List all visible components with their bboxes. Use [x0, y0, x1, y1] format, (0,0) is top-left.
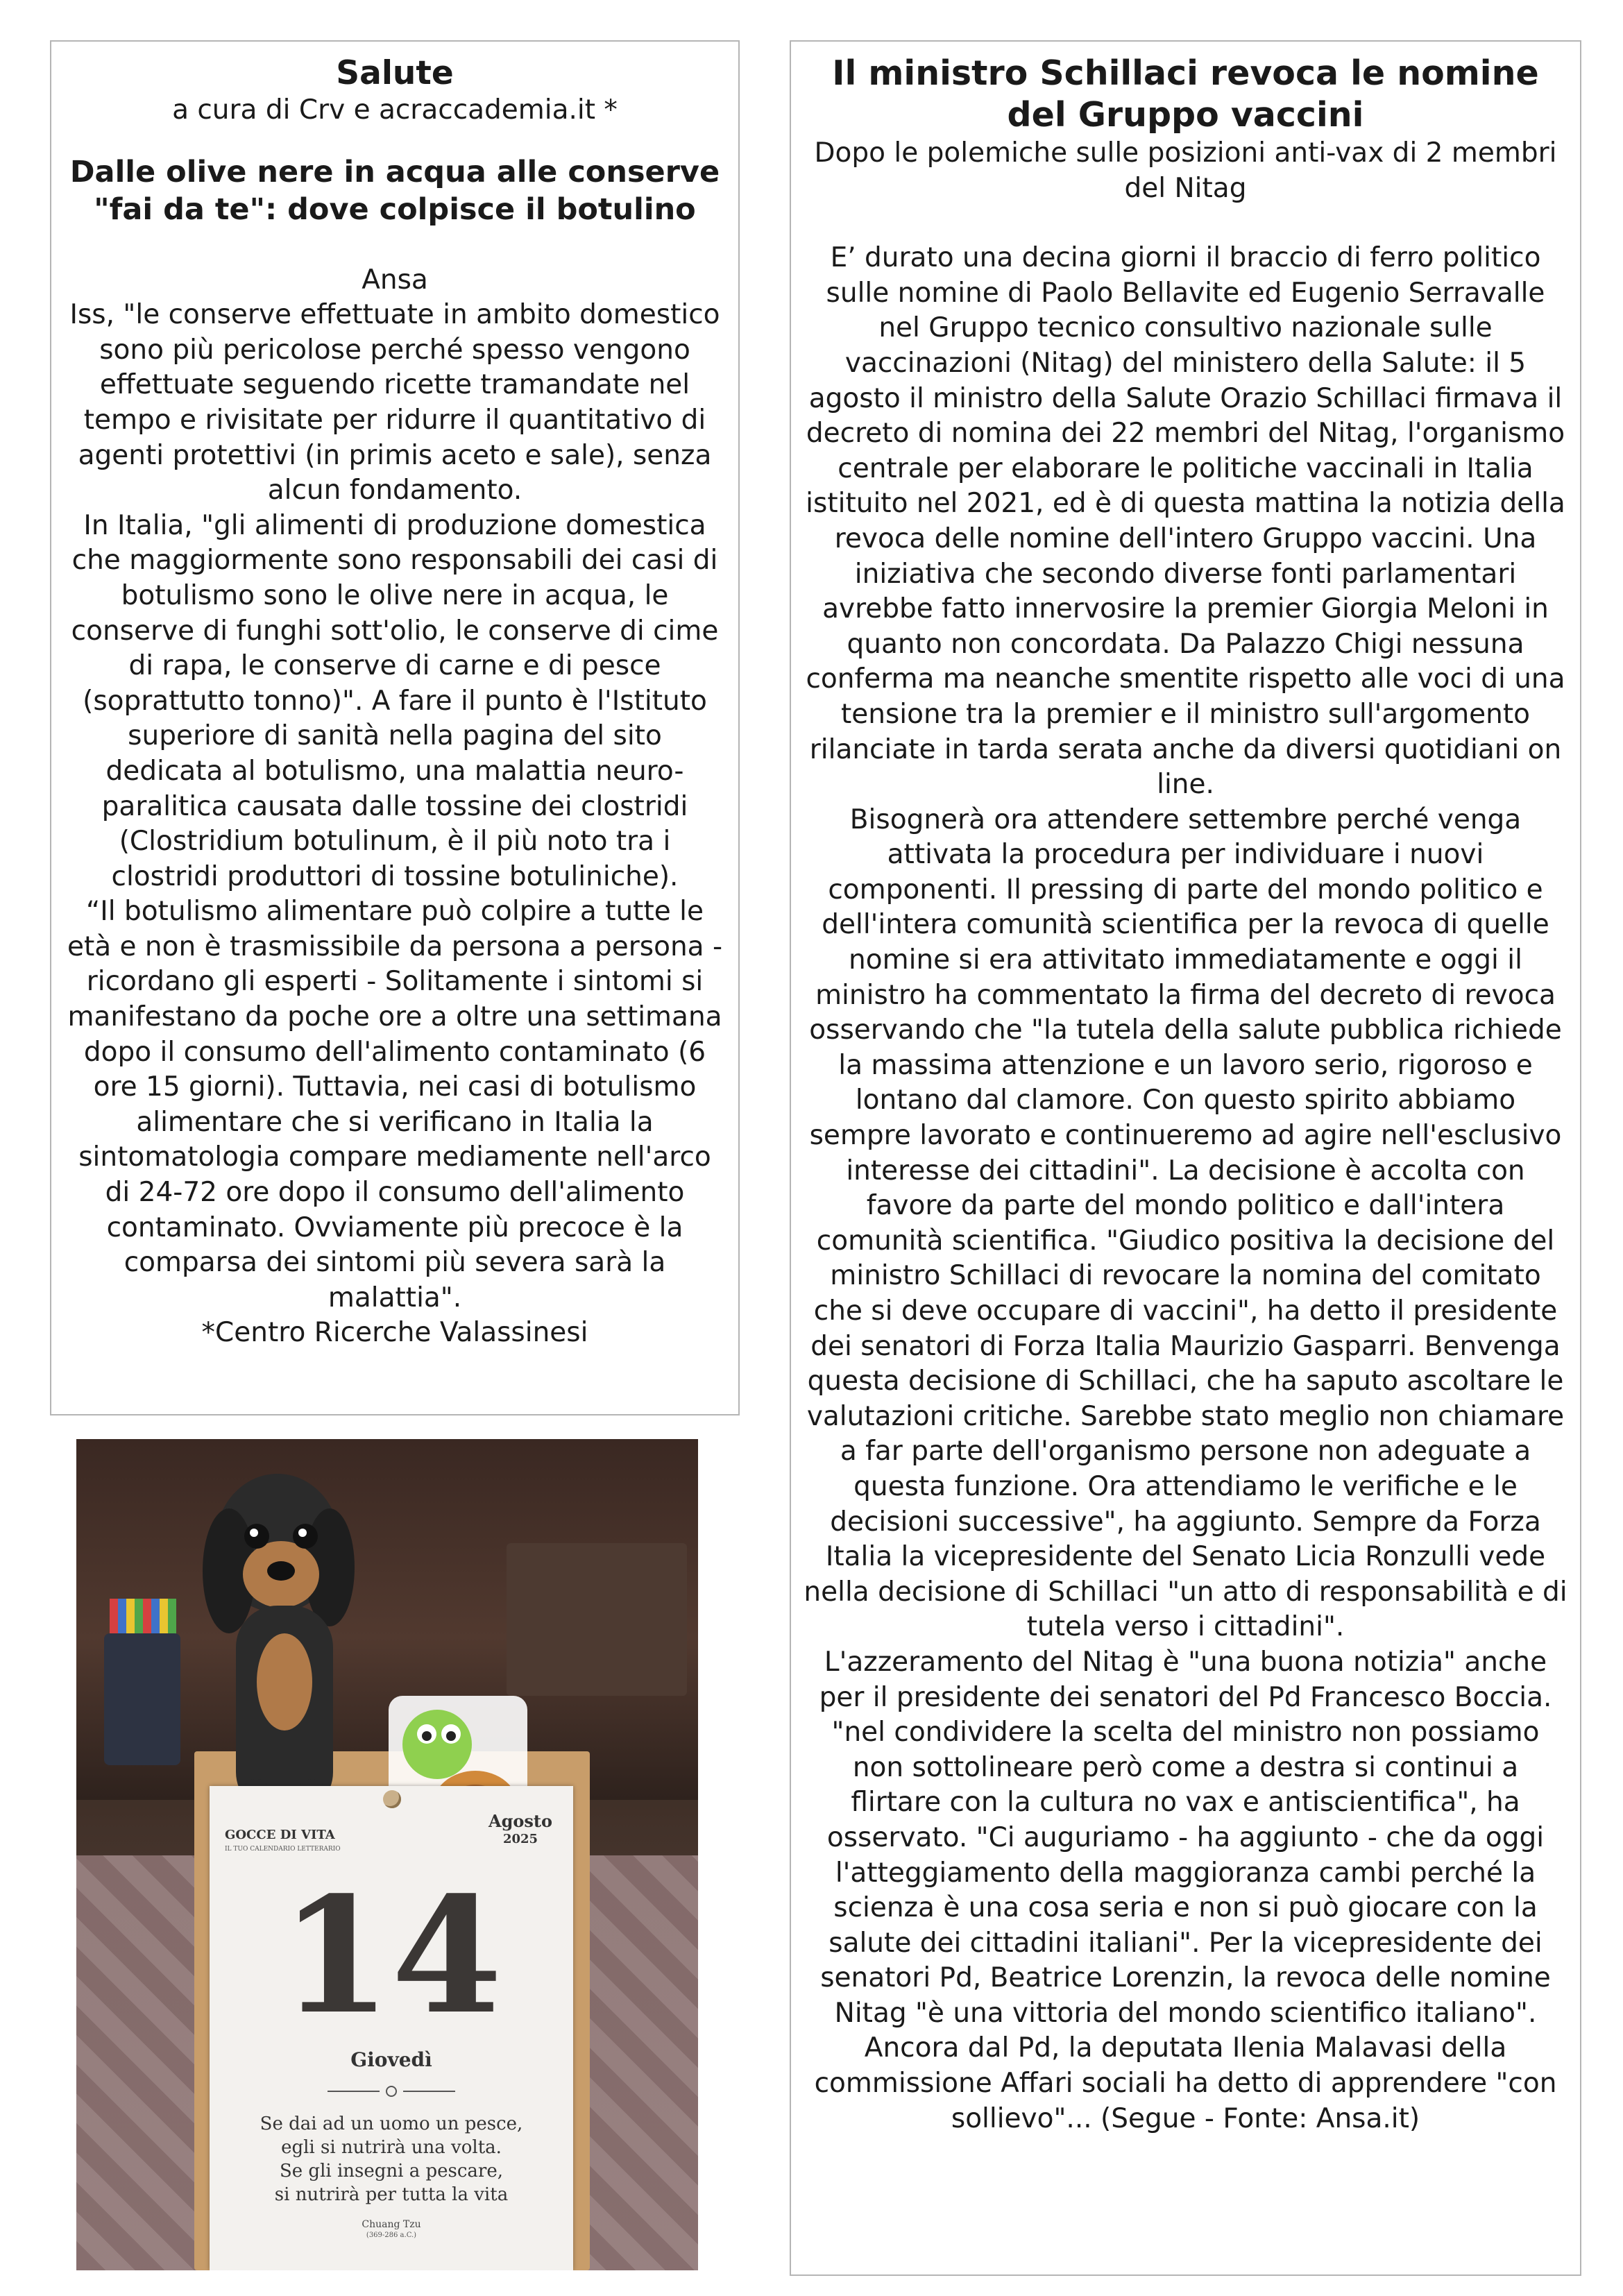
calendar-day-number: 14: [280, 1862, 503, 2050]
article-footnote: *Centro Ricerche Valassinesi: [201, 1317, 588, 1349]
calendar-weekday: Giovedì: [350, 2048, 432, 2071]
article-paragraph: “Il botulismo alimentare può colpire a tutte le età e non è trasmissibile da persona a persona - ricordano gli esperti - Solitamente i sintomi si manifestano da poche ore a oltre una settimana dopo il consumo dell'alimento contaminato (6 ore 15 giorni). Tuttavia, nei casi di botulismo alimentare che si verificano in Italia la sintomatologia compare mediamente nell'arco di 24-72 ore dopo il consumo dell'alimento contaminato. Ovviamente più precoce è la comparsa dei sintomi più severa sarà la malattia".: [67, 896, 723, 1313]
calendar-quote: Se dai ad un uomo un pesce, egli si nutrirà una volta. Se gli insegni a pescare, si nutrirà per tutta la vita: [260, 2114, 523, 2205]
pin: [383, 1790, 401, 1808]
article-paragraph: Bisognerà ora attendere settembre perché venga attivata la procedura per individuare i nuovi componenti. Il pressing di parte del mondo politico e dell'intera comunità scientifica per la revoca di quelle nomine si era attivitato immediatamente e oggi il ministro ha commentato la firma del decreto di revoca osservando che "la tutela della salute pubblica richiede la massima attenzione e un lavoro serio, rigoroso e lontano dal clamore. Con questo spirito abbiamo sempre lavorato e continueremo ad agire nell'esclusivo interesse dei cittadini". La decisione è accolta con favore da parte del mondo politico e dall'intera comunità scientifica. "Giudico positiva la decisione del ministro Schillaci di revocare la nomina del comitato che si deve occupare di vaccini", ha detto il presidente dei senatori di Forza Italia Maurizio Gasparri. Benvenga questa decisione di Schillaci, che ha saputo ascoltare le valutazioni critiche. Sarebbe stato meglio non chiamare a far parte dell'organismo persone non adeguate a questa funzione. Ora attendiamo le verifiche e le decisioni successive", ha aggiunto. Sempre da Forza Italia la vicepresidente del Senato Licia Ronzulli vede nella decisione di Schillaci "un atto di responsabilità e di tutela verso i cittadini".: [804, 803, 1567, 1643]
calendar-month-name: Agosto: [488, 1811, 552, 1831]
background-furniture: [507, 1543, 687, 1696]
calendar-brand-subtitle: IL TUO CALENDARIO LETTERARIO: [225, 1846, 341, 1853]
pen-cup: [104, 1633, 180, 1765]
byline: a cura di Crv e acraccademia.it *: [172, 94, 618, 126]
article-paragraph: E’ durato una decina giorni il braccio di ferro politico sulle nomine di Paolo Bellavite ed Eugenio Serravalle nel Gruppo tecnico consultivo nazionale sulle vaccinazioni (Nitag) del ministero della Salute: il 5 agosto il ministro della Salute Orazio Schillaci firmava il decreto di nomina dei 22 membri del Nitag, l'organismo centrale per elaborare le politiche vaccinali in Italia istituito nel 2021, ed è di questa mattina la notizia della revoca delle nomine dell'intero Gruppo vaccini. Una iniziativa che secondo diverse fonti parlamentari avrebbe fatto innervosire la premier Giorgia Meloni in quanto non concordata. Da Palazzo Chigi nessuna conferma ma neanche smentite rispetto alle voci di una tensione tra la premier e il ministro sull'argomento rilanciate in tarda serata anche da diversi quotidiani on line.: [806, 242, 1565, 801]
daily-calendar: [210, 1786, 573, 2270]
calendar-photo: [76, 1439, 698, 2270]
calendar-month: [488, 1811, 552, 1847]
ornament-divider: [328, 2084, 455, 2098]
article-headline: Dalle olive nere in acqua alle conserve "fai da te": dove colpisce il botulino: [69, 154, 720, 227]
article-paragraph: In Italia, "gli alimenti di produzione domestica che maggiormente sono responsabili dei casi di botulismo sono le olive nere in acqua, le conserve di funghi sott'olio, le conserve di cime di rapa, le conserve di carne e di pesce (soprattutto tonno)". A fare il punto è l'Istituto superiore di sanità nella pagina del sito dedicata al botulismo, una malattia neuro-paralitica causata dalle tossine dei clostridi (Clostridium botulinum, è il più noto tra i clostridi produttori di tossine botuliniche).: [71, 509, 719, 892]
calendar-brand: GOCCE DI VITA: [225, 1828, 335, 1842]
article-source: Ansa: [362, 264, 428, 296]
article-subtitle: Dopo le polemiche sulle posizioni anti-vax di 2 membri del Nitag: [814, 137, 1557, 204]
calendar-year: 2025: [502, 1832, 538, 1846]
article-headline: Il ministro Schillaci revoca le nomine del Gruppo vaccini: [832, 53, 1539, 135]
calendar-quote-author: Chuang Tzu: [362, 2219, 421, 2230]
health-article-box: [50, 40, 740, 1415]
article-paragraph: L'azzeramento del Nitag è "una buona notizia" anche per il presidente dei senatori del Pd Francesco Boccia. "nel condividere la scelta del ministro non possiamo non sottolineare però come a destra si continui a flirtare con la cultura no vax e antiscientifica", ha osservato. "Ci auguriamo - ha aggiunto - che da oggi l'atteggiamento della maggioranza cambi perché la scienza è una cosa seria e non si può giocare con la salute dei cittadini italiani". Per la vicepresidente dei senatori Pd, Beatrice Lorenzin, la revoca delle nomine Nitag "è una vittoria del mondo scientifico italiano". Ancora dal Pd, la deputata Ilenia Malavasi della commissione Affari sociali ha detto di apprendere "con sollievo"... (Segue - Fonte: Ansa.it): [814, 1646, 1557, 2134]
section-title: Salute: [336, 54, 454, 92]
article-paragraph: Iss, "le conserve effettuate in ambito domestico sono più pericolose perché spesso vengono effettuate seguendo ricette tramandate nel tempo e rivisitate per ridurre il quantitativo di agenti protettivi (in primis aceto e sale), senza alcun fondamento.: [69, 299, 720, 507]
calendar-author-dates: (369-286 a.C.): [366, 2231, 417, 2239]
vaccine-article-box: [790, 40, 1581, 2276]
